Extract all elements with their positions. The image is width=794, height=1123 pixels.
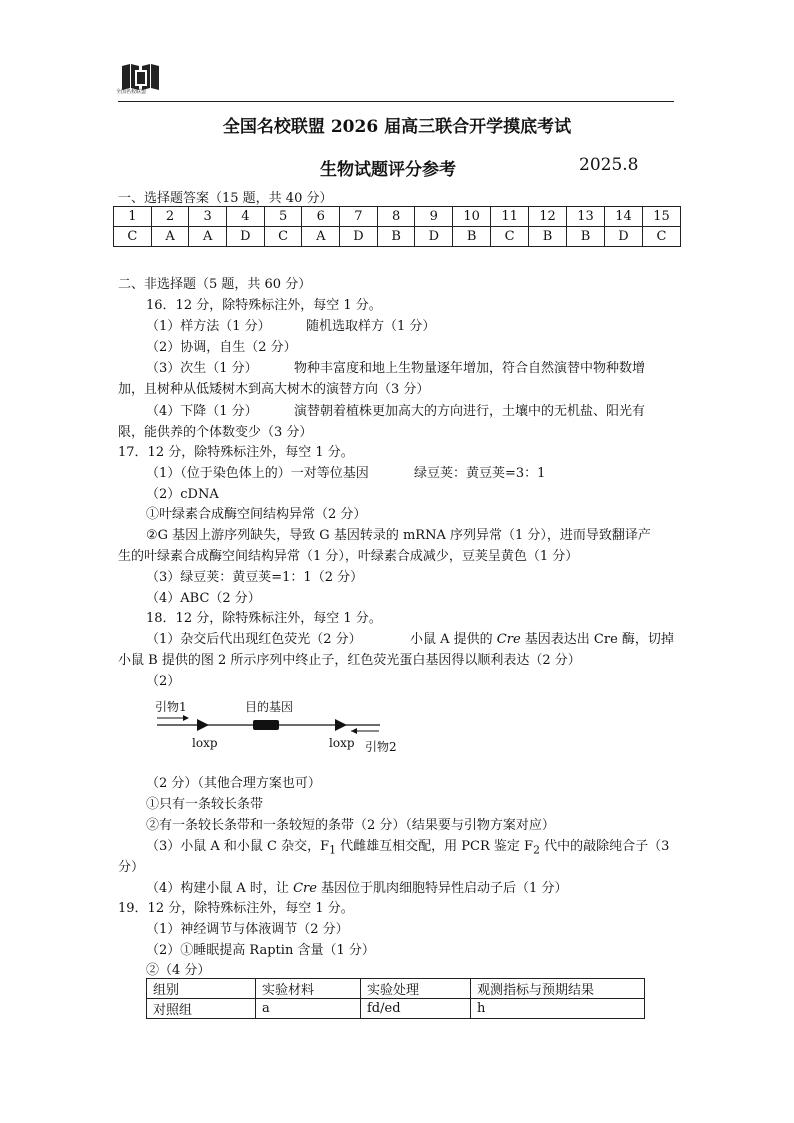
answer-key: C [642,227,680,247]
question-number: 10 [453,207,491,227]
answer-key: B [567,227,605,247]
q16-answer-3c: 加，且树种从低矮树木到高大树木的演替方向（3 分） [118,382,430,397]
q18-answer-6-part2: 代雌雄互相交配，用 PCR 鉴定 F [336,839,534,854]
q17-intro: 17．12 分，除特殊标注外，每空 1 分。 [118,445,354,460]
table-cell: 对照组 [147,999,256,1019]
q16-answer-1b: 随机选取样方（1 分） [306,319,436,334]
q16-answer-3b: 物种丰富度和地上生物量逐年增加，符合自然演替中物种数增 [294,361,646,376]
q18-answer-1b [410,628,674,647]
q17-answer-6: （3）绿豆荚：黄豆荚=1：1（2 分） [146,570,364,585]
cre-gene-name: Cre [496,632,521,647]
q18-answer-4: ①只有一条较长条带 [146,797,264,812]
q17-answer-1b: 绿豆荚：黄豆荚=3：1 [414,466,546,481]
answer-key: B [453,227,491,247]
question-number: 2 [151,207,189,227]
q18-answer-6 [146,835,669,857]
q17-answer-3: ①叶绿素合成酶空间结构异常（2 分） [146,507,367,522]
answer-key: A [302,227,340,247]
primer-design-diagram [155,698,395,758]
answer-key-row [114,227,681,247]
q16-answer-3a: （3）次生（1 分） [146,361,258,376]
q19-answer-1: （1）神经调节与体液调节（2 分） [146,922,349,937]
target-gene-label: 目的基因 [245,700,294,714]
table-header: 实验材料 [256,979,361,999]
question-number: 7 [340,207,378,227]
q17-answer-1a: （1）（位于染色体上的）一对等位基因 [146,466,369,481]
answer-key: A [189,227,227,247]
answer-key: C [114,227,152,247]
q19-intro: 19．12 分，除特殊标注外，每空 1 分。 [118,901,354,916]
table-row [147,999,645,1019]
q16-answer-4c: 限，能供养的个体数变少（3 分） [118,425,313,440]
exam-date: 2025.8 [579,155,639,175]
q18-answer-1a: （1）杂交后代出现红色荧光（2 分） [146,632,362,647]
q18-answer-7 [146,877,567,896]
answer-key: B [529,227,567,247]
cre-gene-name: Cre [293,881,317,896]
q16-answer-4a: （4）下降（1 分） [146,404,258,419]
question-number: 15 [642,207,680,227]
table-header: 实验处理 [361,979,471,999]
q18-answer-6-part3: 代中的敲除纯合子（3 [539,839,670,854]
answer-key: D [415,227,453,247]
q16-answer-1a: （1）样方法（1 分） [146,319,271,334]
section1-heading: 一、选择题答案（15 题，共 40 分） [118,191,333,206]
q18-answer-6-cont: 分） [118,860,145,875]
q18-answer-3: （2 分）（其他合理方案也可） [146,776,321,791]
q19-answer-2: （2）①睡眠提高 Raptin 含量（1 分） [146,943,375,958]
q16-intro: 16．12 分，除特殊标注外，每空 1 分。 [146,298,382,313]
question-number: 5 [264,207,302,227]
q19-answer-3: ②（4 分） [146,963,211,978]
loxp-left-label: loxp [192,736,218,750]
loxp-right-label: loxp [329,736,355,750]
answer-key: D [340,227,378,247]
logo-caption: 全国名校联盟 [116,89,147,95]
question-number: 11 [491,207,529,227]
question-number: 14 [604,207,642,227]
experiment-header-row [147,979,645,999]
q16-answer-2: （2）协调，自生（2 分） [146,340,297,355]
table-cell: a [256,999,361,1019]
question-number: 13 [567,207,605,227]
experiment-table [146,978,645,1019]
question-number: 9 [415,207,453,227]
question-number: 1 [114,207,152,227]
table-header: 组别 [147,979,256,999]
question-number: 12 [529,207,567,227]
q18-answer-7-part1: （4）构建小鼠 A 时，让 [146,881,294,896]
q18-answer-1b-part1: 小鼠 A 提供的 [410,632,497,647]
q18-intro: 18．12 分，除特殊标注外，每空 1 分。 [146,611,382,626]
answer-number-row [114,207,681,227]
exam-title: 全国名校联盟 2026 届高三联合开学摸底考试 [222,117,572,137]
section2-heading: 二、非选择题（5 题，共 60 分） [118,277,312,292]
table-cell: h [471,999,645,1019]
answer-key: C [264,227,302,247]
answer-key: C [491,227,529,247]
q17-answer-7: （4）ABC（2 分） [146,591,261,606]
answer-key: A [151,227,189,247]
question-number: 8 [377,207,415,227]
answer-key: B [377,227,415,247]
answer-key: D [227,227,265,247]
table-cell: fd/ed [361,999,471,1019]
q18-answer-7-part2: 基因位于肌肉细胞特异性启动子后（1 分） [316,881,568,896]
q18-answer-1c: 小鼠 B 提供的图 2 所示序列中终止子，红色荧光蛋白基因得以顺利表达（2 分） [118,653,581,668]
q18-answer-1b-part2: 基因表达出 Cre 酶，切掉 [520,632,674,647]
f2-subscript: 2 [533,843,540,857]
answer-key: D [604,227,642,247]
q17-answer-5: 生的叶绿素合成酶空间结构异常（1 分），叶绿素合成减少，豆荚呈黄色（1 分） [118,549,579,564]
question-number: 3 [189,207,227,227]
table-header: 观测指标与预期结果 [471,979,645,999]
q16-answer-4b: 演替朝着植株更加高大的方向进行，土壤中的无机盐、阳光有 [294,404,646,419]
f1-subscript: 1 [329,843,337,857]
header-rule [118,101,674,102]
q17-answer-4: ②G 基因上游序列缺失，导致 G 基因转录的 mRNA 序列异常（1 分），进而导致翻译产 [146,528,651,543]
primer2-label: 引物2 [365,740,397,754]
q18-answer-2: （2） [146,674,181,689]
exam-subtitle: 生物试题评分参考 [320,160,456,180]
q18-answer-6-part1: （3）小鼠 A 和小鼠 C 杂交，F [146,839,330,854]
question-number: 4 [227,207,265,227]
primer1-label: 引物1 [155,700,187,714]
answer-table [113,206,681,247]
question-number: 6 [302,207,340,227]
q18-answer-5: ②有一条较长条带和一条较短的条带（2 分）（结果要与引物方案对应） [146,818,555,833]
q17-answer-2: （2）cDNA [146,487,219,502]
